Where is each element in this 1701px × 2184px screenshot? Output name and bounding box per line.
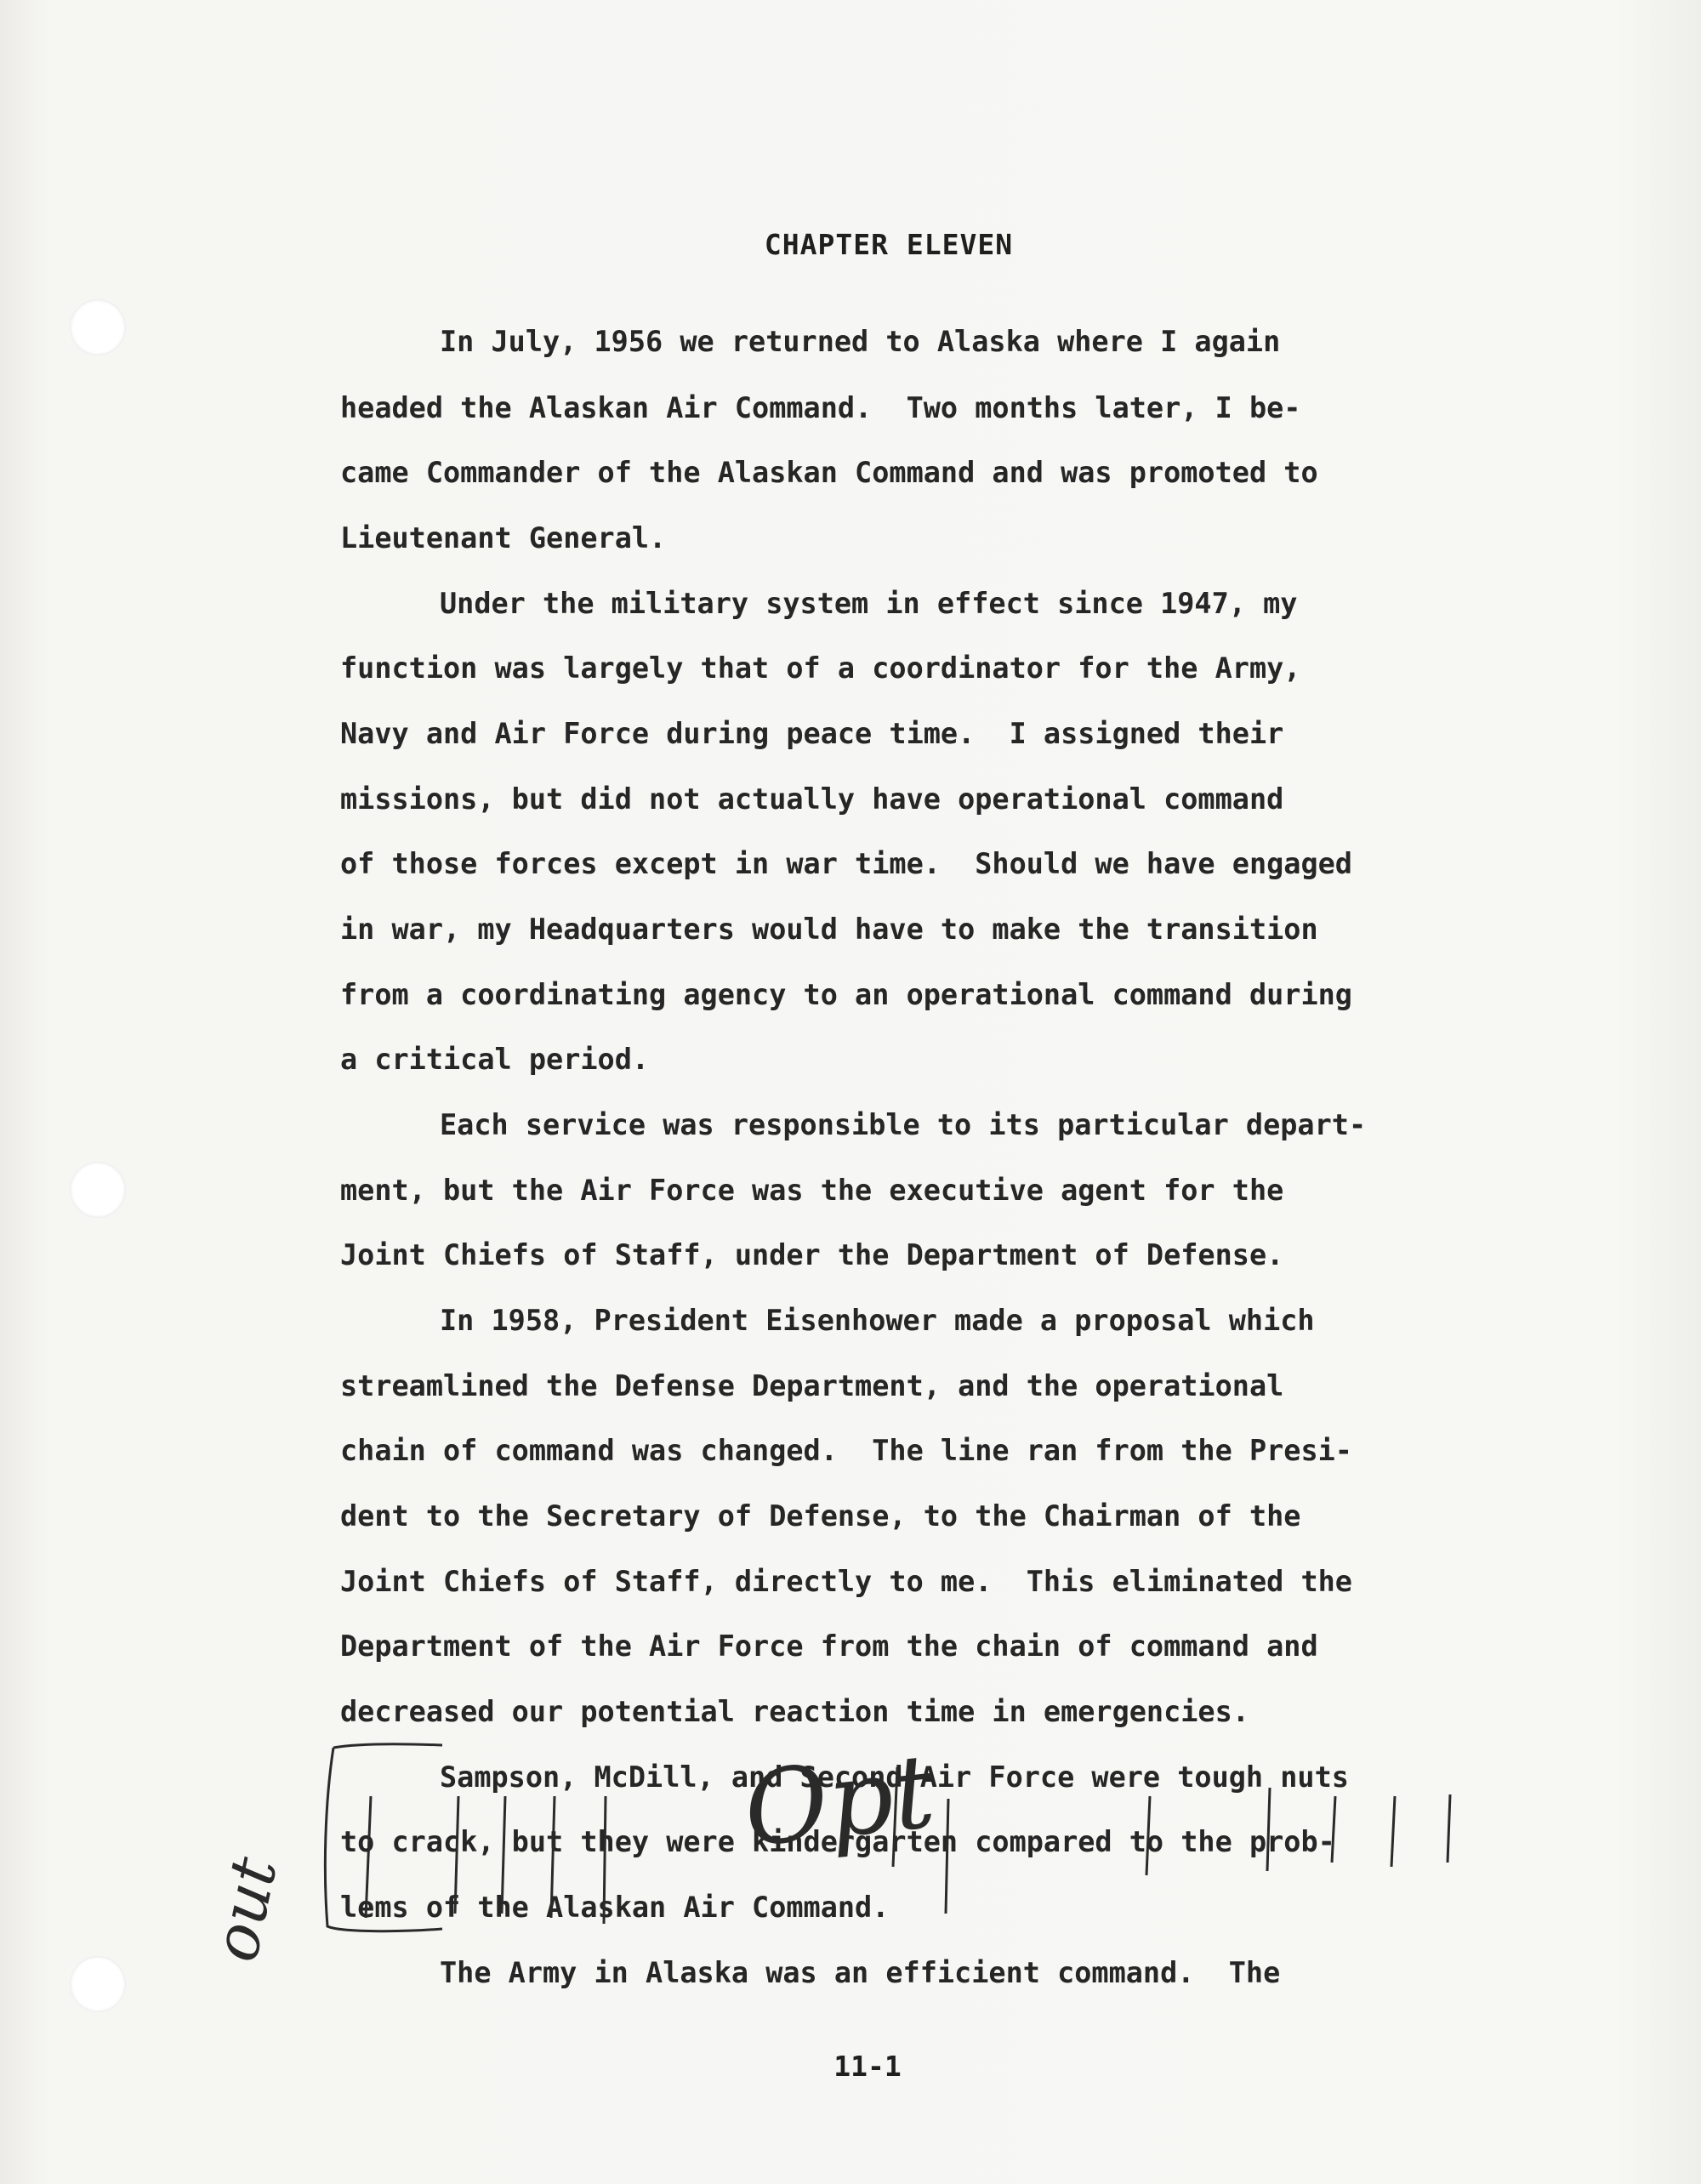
text-line: ment, but the Air Force was the executive agent for the <box>340 1174 1284 1207</box>
text-line: to crack, but they were kindergarten compared to the prob- <box>340 1825 1335 1858</box>
text-line: headed the Alaskan Air Command. Two months later, I be- <box>340 391 1301 424</box>
text-line: in war, my Headquarters would have to make the transition <box>340 913 1318 946</box>
text-line: Navy and Air Force during peace time. I assigned their <box>340 717 1284 750</box>
margin-note-out: out <box>198 1851 292 1968</box>
text-line: In July, 1956 we returned to Alaska where I again <box>440 325 1281 358</box>
text-line: Joint Chiefs of Staff, directly to me. This eliminated the <box>340 1565 1352 1598</box>
text-line: The Army in Alaska was an efficient command. The <box>440 1956 1281 1989</box>
text-line: decreased our potential reaction time in emergencies. <box>340 1695 1249 1728</box>
text-line: came Commander of the Alaskan Command and was promoted to <box>340 456 1318 489</box>
text-line: missions, but did not actually have operational command <box>340 782 1284 816</box>
text-line: Department of the Air Force from the chain of command and <box>340 1629 1318 1663</box>
text-line: Sampson, McDill, and Second Air Force were tough nuts <box>440 1760 1349 1794</box>
text-line: function was largely that of a coordinator for the Army, <box>340 651 1301 685</box>
text-line: Under the military system in effect since 1947, my <box>440 587 1298 620</box>
text-line: streamlined the Defense Department, and the operational <box>340 1369 1284 1402</box>
text-line: Joint Chiefs of Staff, under the Department of Defense. <box>340 1238 1284 1271</box>
text-line: a critical period. <box>340 1043 650 1076</box>
chapter-title: CHAPTER ELEVEN <box>764 228 1014 261</box>
center-note-opt: Opt <box>738 1732 941 1870</box>
text-line: dent to the Secretary of Defense, to the Chairman of the <box>340 1499 1301 1533</box>
page-number: 11-1 <box>833 2050 902 2083</box>
text-line: chain of command was changed. The line ran from the Presi- <box>340 1434 1352 1467</box>
text-line: Each service was responsible to its particular depart- <box>440 1108 1367 1141</box>
text-line: lems of the Alaskan Air Command. <box>340 1891 890 1924</box>
text-line: Lieutenant General. <box>340 521 667 555</box>
text-line: of those forces except in war time. Should we have engaged <box>340 847 1352 880</box>
text-line: In 1958, President Eisenhower made a proposal which <box>440 1304 1315 1337</box>
text-line: from a coordinating agency to an operational command during <box>340 978 1352 1011</box>
